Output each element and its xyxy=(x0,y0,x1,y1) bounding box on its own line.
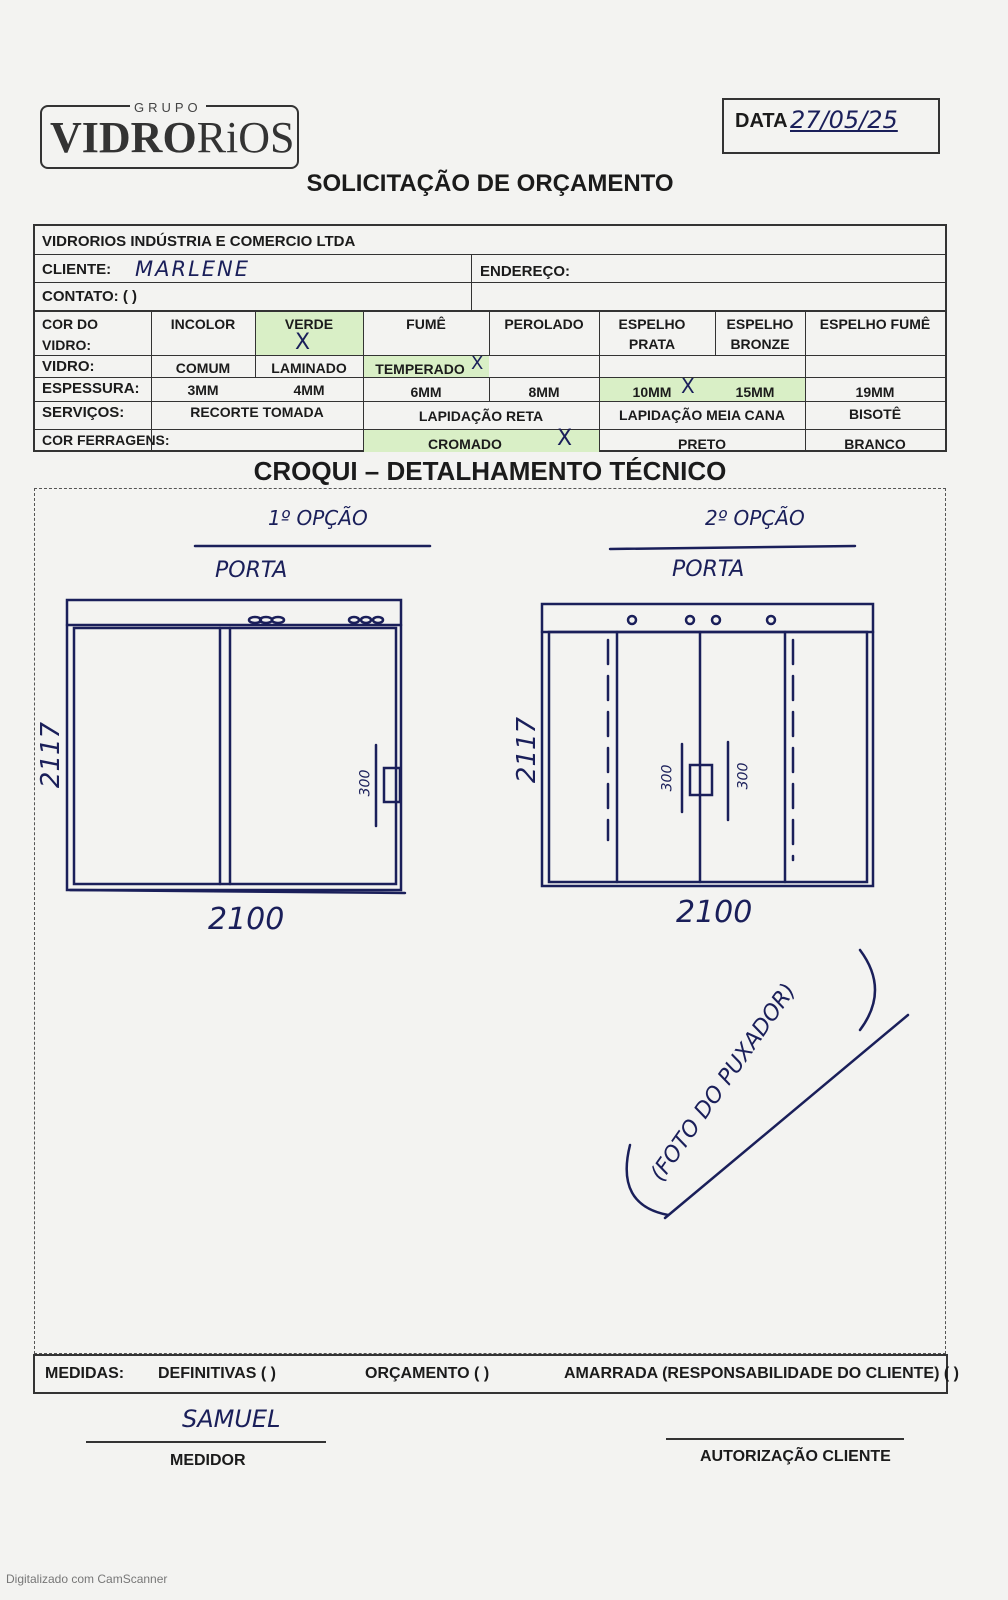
option-espelho-fume: ESPELHO FUMÊ xyxy=(819,316,931,332)
logo-brand-bold: VIDRO xyxy=(50,113,197,162)
handle-photo-note: (FOTO DO PUXADOR) xyxy=(645,979,802,1186)
option2-handle-left: 300 xyxy=(659,764,676,792)
date-value: 27/05/25 xyxy=(790,106,898,134)
thickness-label: ESPESSURA: xyxy=(42,380,140,397)
option-branco: BRANCO xyxy=(844,436,906,452)
option2-height: 2117 xyxy=(512,716,543,784)
measures-definitive: DEFINITIVAS ( ) xyxy=(158,1365,276,1382)
glass-color-label: COR DO VIDRO: xyxy=(42,316,98,353)
measurer-signature: SAMUEL xyxy=(182,1405,281,1433)
option-4mm: 4MM xyxy=(293,382,325,398)
logo-brand-thin: RiOS xyxy=(196,113,295,162)
option1-title: 1º OPÇÃO xyxy=(268,506,368,530)
option-espelho-bronze: ESPELHO BRONZE xyxy=(726,316,794,352)
date-label: DATA xyxy=(735,110,788,132)
check-mark-verde: X xyxy=(295,330,311,355)
services-label: SERVIÇOS: xyxy=(42,404,125,421)
measures-tied: AMARRADA (RESPONSABILIDADE DO CLIENTE) ( ) xyxy=(564,1365,959,1382)
client-sign-line xyxy=(666,1438,904,1440)
option1-handle-size: 300 xyxy=(357,769,374,797)
measures-label: MEDIDAS: xyxy=(45,1365,125,1382)
option-6mm: 6MM xyxy=(410,384,442,400)
option2-handle-right: 300 xyxy=(735,762,752,790)
measurer-sign-line xyxy=(86,1441,326,1443)
sketch-title: CROQUI – DETALHAMENTO TÉCNICO xyxy=(253,456,727,486)
option-recorte-tomada: RECORTE TOMADA xyxy=(190,404,324,420)
check-mark-10mm: X xyxy=(681,374,695,398)
option-laminado: LAMINADO xyxy=(271,360,347,376)
address-label: ENDEREÇO: xyxy=(480,263,571,280)
option2-width: 2100 xyxy=(676,895,753,930)
check-mark-temperado: X xyxy=(471,353,484,374)
option-cromado: CROMADO xyxy=(428,436,502,452)
glass-type-label: VIDRO: xyxy=(42,358,95,375)
option-incolor: INCOLOR xyxy=(170,316,236,332)
option-19mm: 19MM xyxy=(855,384,895,400)
option-comum: COMUM xyxy=(175,360,231,376)
option-temperado: TEMPERADO xyxy=(375,361,465,377)
logo-grupo-text: GRUPO xyxy=(130,100,206,115)
option-8mm: 8MM xyxy=(528,384,560,400)
contact-label: CONTATO: ( ) xyxy=(42,288,137,305)
client-value: MARLENE xyxy=(135,257,251,281)
scanner-watermark: Digitalizado com CamScanner xyxy=(6,1572,168,1586)
option2-title: 2º OPÇÃO xyxy=(705,506,805,530)
option-3mm: 3MM xyxy=(187,382,219,398)
measures-quote: ORÇAMENTO ( ) xyxy=(365,1365,490,1382)
client-auth-label: AUTORIZAÇÃO CLIENTE xyxy=(700,1448,891,1465)
option-verde: VERDE xyxy=(284,316,334,332)
client-label: CLIENTE: xyxy=(42,261,112,278)
check-mark-cromado: X xyxy=(557,426,573,451)
option1-height: 2117 xyxy=(36,721,67,789)
option1-width: 2100 xyxy=(208,902,285,937)
option-bisote: BISOTÊ xyxy=(848,406,902,422)
option-espelho-prata: ESPELHO PRATA xyxy=(618,316,686,352)
option2-label: PORTA xyxy=(672,557,745,582)
option1-label: PORTA xyxy=(215,558,288,583)
company-name: VIDRORIOS INDÚSTRIA E COMERCIO LTDA xyxy=(42,233,356,250)
measurer-label: MEDIDOR xyxy=(170,1452,246,1469)
option-lapidacao-meia-cana: LAPIDAÇÃO MEIA CANA xyxy=(619,407,785,423)
option-fume: FUMÊ xyxy=(406,316,446,332)
option-lapidacao-reta: LAPIDAÇÃO RETA xyxy=(418,408,544,424)
hardware-color-label: COR FERRAGENS: xyxy=(42,432,170,448)
page-title: SOLICITAÇÃO DE ORÇAMENTO xyxy=(306,170,674,197)
option-15mm: 15MM xyxy=(735,384,775,400)
option-perolado: PEROLADO xyxy=(504,316,584,332)
option-10mm: 10MM xyxy=(632,384,672,400)
option-preto: PRETO xyxy=(678,436,726,452)
